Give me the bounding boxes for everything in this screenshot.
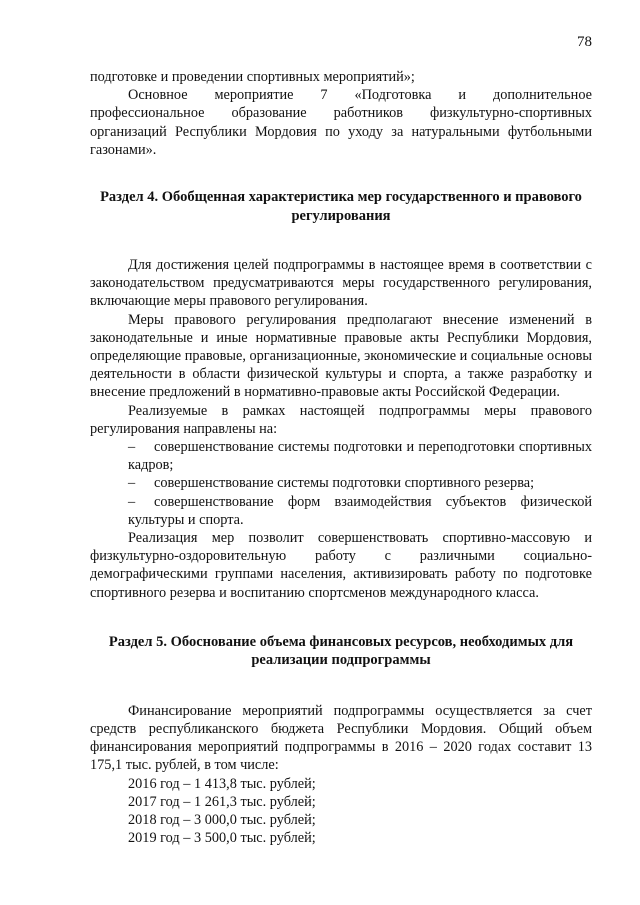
document-body [90, 68, 592, 848]
page-number: 78 [577, 34, 592, 50]
list-item: – совершенствование форм взаимодействия субъектов физической культуры и спорта. [128, 493, 592, 528]
section-5-paragraph-1: Финансирование мероприятий подпрограммы осуществляется за счет средств республиканского бюджета Республики Мордовия. Общий объем финансирования мероприятий подпрограммы в 2016 – 2020 годах составит 13 175,1 тыс. рублей, в том числе: [90, 702, 592, 774]
list-item: – совершенствование системы подготовки спортивного резерва; [128, 475, 535, 492]
section-4-paragraph-4: Реализация мер позволит совершенствовать спортивно-массовую и физкультурно-оздоровительную работу с различными социально-демографическими группами населения, активизировать работу по подготовке спортивного резерва и воспитанию спортсменов международного класса. [90, 530, 592, 601]
activity-7-paragraph: Основное мероприятие 7 «Подготовка и дополнительное профессиональное образование работников физкультурно-спортивных организаций Республики Мордовия по уходу за натуральными футбольными газонами». [90, 87, 592, 158]
intro-line: подготовке и проведении спортивных мероприятий»; [90, 69, 415, 85]
section-4-paragraph-3: Реализуемые в рамках настоящей подпрограммы меры правового регулирования направлены на: [90, 402, 592, 437]
year-amount-line: 2016 год – 1 413,8 тыс. рублей; [128, 775, 316, 792]
section-5-heading: Раздел 5. Обоснование объема финансовых ресурсов, необходимых для реализации подпрограммы [108, 633, 574, 669]
year-amount-line: 2019 год – 3 500,0 тыс. рублей; [128, 830, 316, 847]
year-amount-line: 2017 год – 1 261,3 тыс. рублей; [128, 793, 316, 810]
section-4-paragraph-1: Для достижения целей подпрограммы в настоящее время в соответствии с законодательством предусматриваются меры государственного регулирования, включающие меры правового регулирования. [90, 257, 592, 310]
year-amount-line: 2018 год – 3 000,0 тыс. рублей; [128, 812, 316, 829]
section-4-heading: Раздел 4. Обобщенная характеристика мер государственного и правового регулирования [100, 189, 582, 224]
section-4-paragraph-2: Меры правового регулирования предполагают внесение изменений в законодательные и иные нормативные правовые акты Республики Мордовия, определяющие правовые, организационные, экономические и социальные основы деятельности в области физической культуры и спорта, а также разработку и внесение предложений в нормативно-правовые акты Российской Федерации. [90, 311, 592, 401]
list-item: – совершенствование системы подготовки и переподготовки спортивных кадров; [128, 439, 592, 474]
